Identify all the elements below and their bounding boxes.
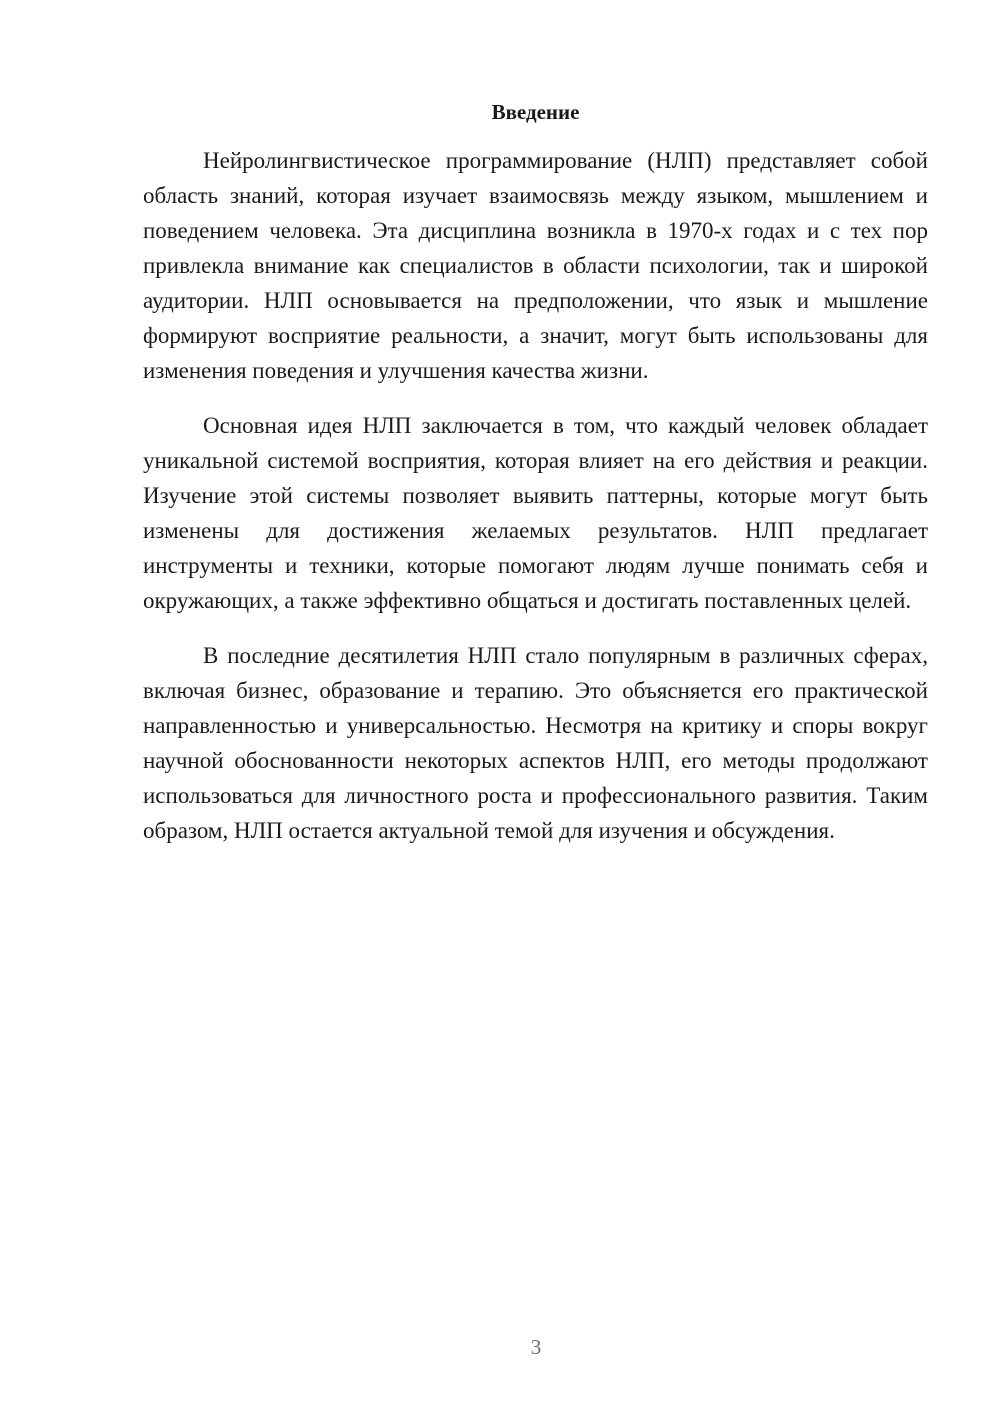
paragraph-1: Нейролингвистическое программирование (НЛП) представляет собой область знаний, которая изучает взаимосвязь между языком, мышлением и поведением человека. Эта дисциплина возникла в 1970-х годах и с тех пор привлекла внимание как специалистов в области психологии, так и широкой аудитории. НЛП основывается на предположении, что язык и мышление формируют восприятие реальности, а значит, могут быть использованы для изменения поведения и улучшения качества жизни. bbox=[143, 148, 928, 383]
paragraph-2: Основная идея НЛП заключается в том, что каждый человек обладает уникальной системой восприятия, которая влияет на его действия и реакции. Изучение этой системы позволяет выявить паттерны, которые могут быть изменены для достижения желаемых результатов. НЛП предлагает инструменты и техники, которые помогают людям лучше понимать себя и окружающих, а также эффективно общаться и достигать поставленных целей. bbox=[143, 413, 928, 613]
page-number: 3 bbox=[530, 1335, 542, 1359]
section-heading: Введение bbox=[491, 100, 580, 124]
document-body bbox=[143, 143, 928, 868]
paragraph-3: В последние десятилетия НЛП стало популярным в различных сферах, включая бизнес, образование и терапию. Это объясняется его практической направленностью и универсальностью. Несмотря на критику и споры вокруг научной обоснованности некоторых аспектов НЛП, его методы продолжают использоваться для личностного роста и профессионального развития. Таким образом, НЛП остается актуальной темой для изучения и обсуждения. bbox=[143, 643, 928, 843]
